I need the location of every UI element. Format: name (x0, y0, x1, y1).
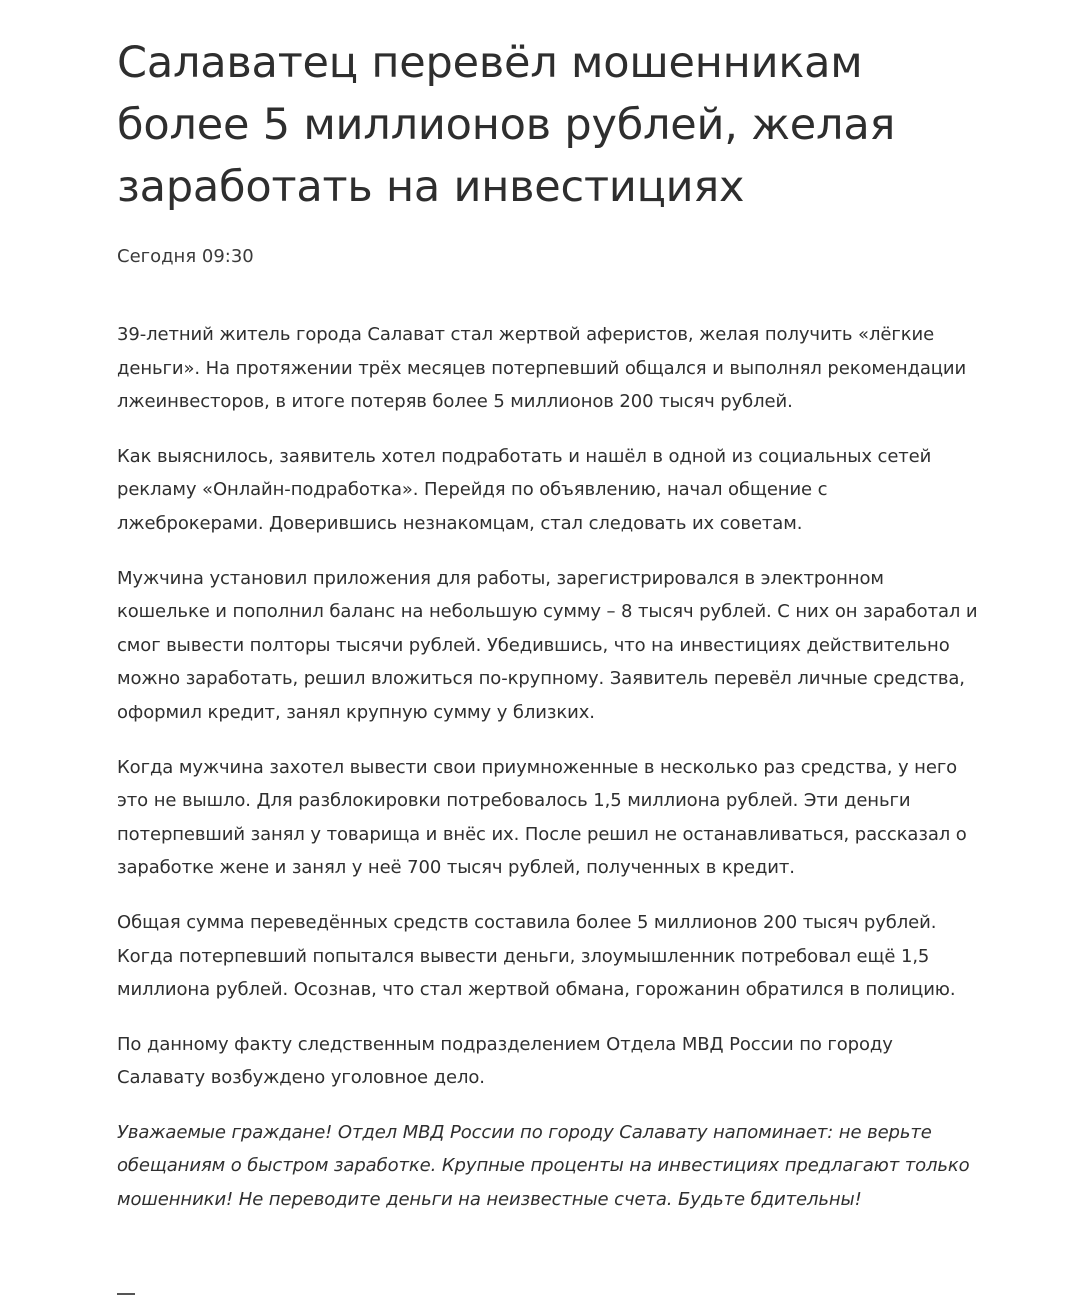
cut-off-text-fragment (117, 1293, 135, 1295)
article-body (117, 318, 979, 1217)
article-title: Салаватец перевёл мошенникам более 5 миллионов рублей, желая заработать на инвестициях (117, 38, 896, 212)
article-paragraph: Общая сумма переведённых средств составила более 5 миллионов 200 тысяч рублей. Когда потерпевший попытался вывести деньги, злоумышленник потребовал ещё 1,5 миллиона рублей. Осознав, что стал жертвой обмана, горожанин обратился в полицию. (117, 911, 956, 1001)
article-paragraph: Мужчина установил приложения для работы, зарегистрировался в электронном кошельке и пополнил баланс на небольшую сумму – 8 тысяч рублей. С них он заработал и смог вывести полторы тысячи рублей. Убедившись, что на инвестициях действительно можно заработать, решил вложиться по-крупному. Заявитель перевёл личные средства, оформил кредит, занял крупную сумму у близких. (117, 567, 978, 723)
article (117, 32, 979, 1238)
police-warning: Уважаемые граждане! Отдел МВД России по городу Салавату напоминает: не верьте обещаниям о быстром заработке. Крупные проценты на инвестициях предлагают только мошенники! Не переводите деньги на неизвестные счета. Будьте бдительны! (117, 1121, 970, 1211)
article-paragraph: Когда мужчина захотел вывести свои приумноженные в несколько раз средства, у него это не вышло. Для разблокировки потребовалось 1,5 миллиона рублей. Эти деньги потерпевший занял у товарища и внёс их. После решил не останавливаться, рассказал о заработке жене и занял у неё 700 тысяч рублей, полученных в кредит. (117, 756, 967, 879)
article-paragraph: Как выяснилось, заявитель хотел подработать и нашёл в одной из социальных сетей рекламу «Онлайн-подработка». Перейдя по объявлению, начал общение с лжеброкерами. Доверившись незнакомцам, стал следовать их советам. (117, 445, 932, 534)
article-paragraph: 39-летний житель города Салават стал жертвой аферистов, желая получить «лёгкие деньги». На протяжении трёх месяцев потерпевший общался и выполнял рекомендации лжеинвесторов, в итоге потеряв более 5 миллионов 200 тысяч рублей. (117, 324, 967, 413)
article-paragraph: По данному факту следственным подразделением Отдела МВД России по городу Салавату возбуждено уголовное дело. (117, 1033, 893, 1089)
article-date: Сегодня 09:30 (117, 246, 254, 267)
